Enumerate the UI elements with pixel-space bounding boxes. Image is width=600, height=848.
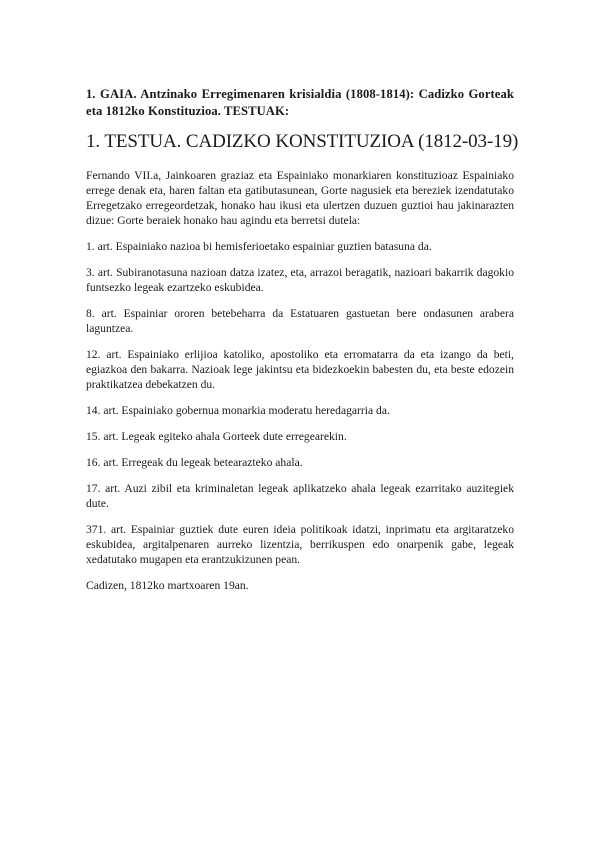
intro-paragraph: Fernando VII.a, Jainkoaren graziaz eta Espainiako monarkiaren konstituzioaz Espainiako errege denak eta, haren faltan eta gatibutasunean, Gorte nagusiek eta bereziek izendatutako Erregetzako erregeordetzak, honako hau ikusi eta ulertzen duzuen guztioi hau jakinarazten dizue: Gorte beraiek honako hau agindu eta berretsi dutela: xyxy=(86,169,514,227)
document-title: 1. TESTUA. CADIZKO KONSTITUZIOA (1812-03-19) xyxy=(86,131,519,152)
closing-line: Cadizen, 1812ko martxoaren 19an. xyxy=(86,579,249,592)
chapter-heading: 1. GAIA. Antzinako Erregimenaren krisialdia (1808-1814): Cadizko Gorteak eta 1812ko Konstituzioa. TESTUAK: xyxy=(86,87,514,118)
article-17: 17. art. Auzi zibil eta kriminaletan legeak aplikatzeko ahala legeak ezarritako auzitegiek dute. xyxy=(86,482,514,510)
article-1: 1. art. Espainiako nazioa bi hemisferioetako espainiar guztien batasuna da. xyxy=(86,240,432,253)
article-16: 16. art. Erregeak du legeak betearazteko ahala. xyxy=(86,456,303,469)
article-8: 8. art. Espainiar ororen betebeharra da Estatuaren gastuetan bere ondasunen arabera laguntzea. xyxy=(86,307,514,335)
article-14: 14. art. Espainiako gobernua monarkia moderatu heredagarria da. xyxy=(86,404,390,417)
article-3: 3. art. Subiranotasuna nazioan datza izatez, eta, arrazoi beragatik, nazioari bakarrik dagokio funtsezko legeak ezartzeko eskubidea. xyxy=(86,266,514,294)
article-371: 371. art. Espainiar guztiek dute euren ideia politikoak idatzi, inprimatu eta argitaratzeko eskubidea, argitalpenaren aurreko lizentzia, berrikuspen edo onarpenik gabe, legeak xedatutako mugapen eta erantzukizunen pean. xyxy=(86,523,514,566)
article-15: 15. art. Legeak egiteko ahala Gorteek dute erregearekin. xyxy=(86,430,347,443)
document-page xyxy=(86,86,519,604)
article-12: 12. art. Espainiako erlijioa katoliko, apostoliko eta erromatarra da eta izango da beti, egiazkoa den bakarra. Nazioak lege jakintsu eta bidezkoekin babesten du, eta beste edozein praktikatzea debekatzen du. xyxy=(86,348,514,391)
